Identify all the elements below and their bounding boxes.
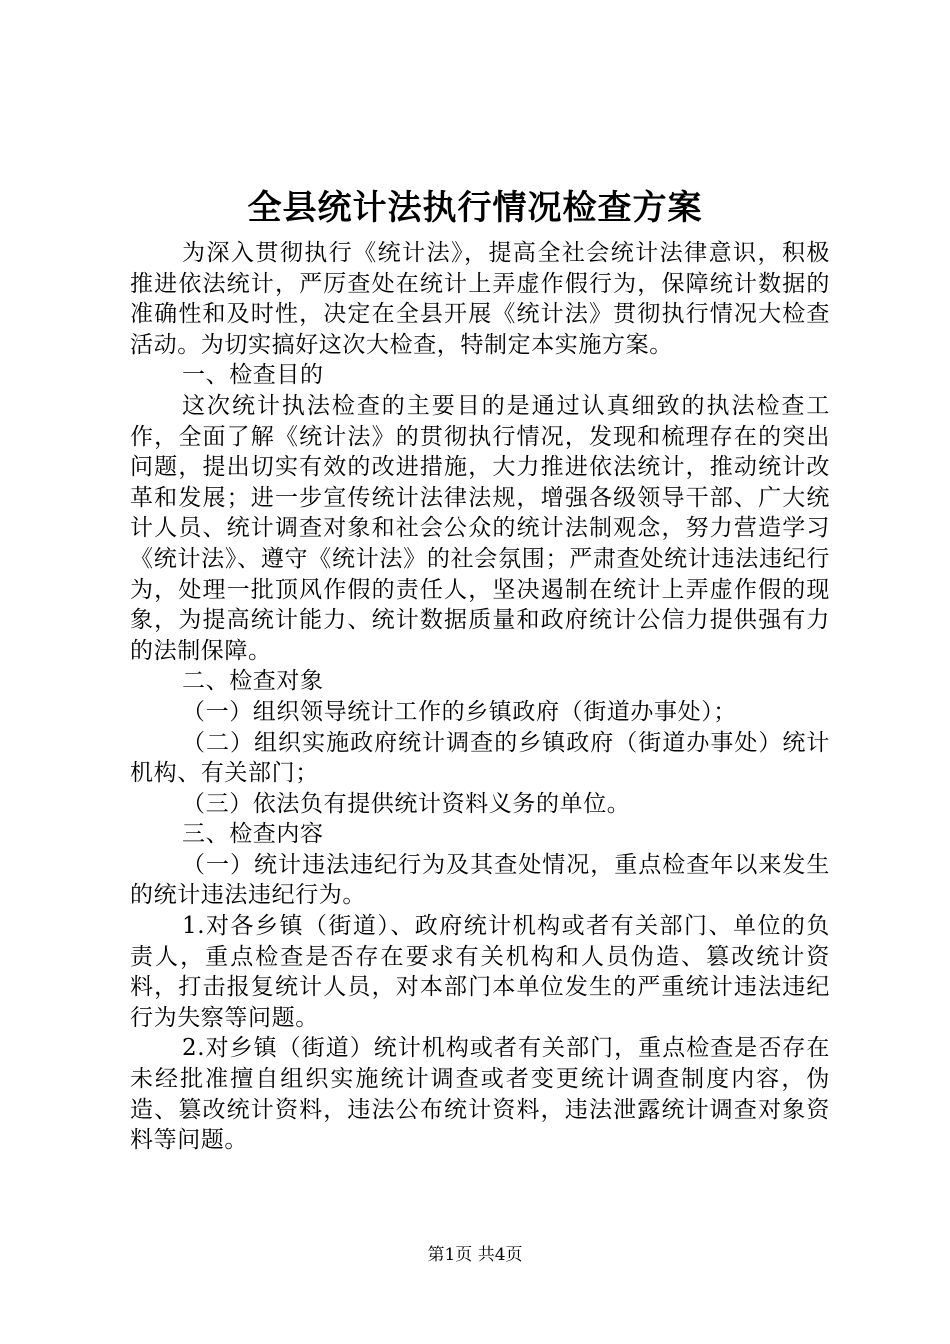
document-body: [130, 238, 830, 1156]
target-item-2: （二）组织实施政府统计调查的乡镇政府（街道办事处）统计机构、有关部门；: [130, 729, 830, 787]
intro-paragraph: 为深入贯彻执行《统计法》，提高全社会统计法律意识，积极推进依法统计，严厉查处在统计上弄虚作假行为，保障统计数据的准确性和及时性，决定在全县开展《统计法》贯彻执行情况大检查活动。为切实搞好这次大检查，特制定本实施方案。: [130, 240, 830, 358]
target-item-3: （三）依法负有提供统计资料义务的单位。: [182, 790, 631, 817]
section-heading-purpose: 一、检查目的: [182, 362, 324, 389]
document-title: 全县统计法执行情况检查方案: [247, 188, 703, 228]
section-heading-targets: 二、检查对象: [182, 668, 324, 695]
page-footer: 第1页 共4页: [427, 1245, 523, 1265]
content-item-1: （一）统计违法违纪行为及其查处情况，重点检查年以来发生的统计违法违纪行为。: [130, 851, 830, 909]
content-subitem-1: 1.对各乡镇（街道）、政府统计机构或者有关部门、单位的负责人，重点检查是否存在要求有关机构和人员伪造、篡改统计资料，打击报复统计人员，对本部门本单位发生的严重统计违法违纪行为失察等问题。: [130, 913, 830, 1031]
purpose-paragraph: 这次统计执法检查的主要目的是通过认真细致的执法检查工作，全面了解《统计法》的贯彻执行情况，发现和梳理存在的突出问题，提出切实有效的改进措施，大力推进依法统计，推动统计改革和发展；进一步宣传统计法律法规，增强各级领导干部、广大统计人员、统计调查对象和社会公众的统计法制观念，努力营造学习《统计法》、遵守《统计法》的社会氛围；严肃查处统计违法违纪行为，处理一批顶风作假的责任人，坚决遏制在统计上弄虚作假的现象，为提高统计能力、统计数据质量和政府统计公信力提供强有力的法制保障。: [130, 392, 830, 664]
section-heading-content: 三、检查内容: [182, 821, 324, 848]
target-item-1: （一）组织领导统计工作的乡镇政府（街道办事处）；: [182, 698, 737, 725]
content-subitem-2: 2.对乡镇（街道）统计机构或者有关部门，重点检查是否存在未经批准擅自组织实施统计调查或者变更统计调查制度内容，伪造、篡改统计资料，违法公布统计资料，违法泄露统计调查对象资料等问题。: [130, 1035, 830, 1154]
